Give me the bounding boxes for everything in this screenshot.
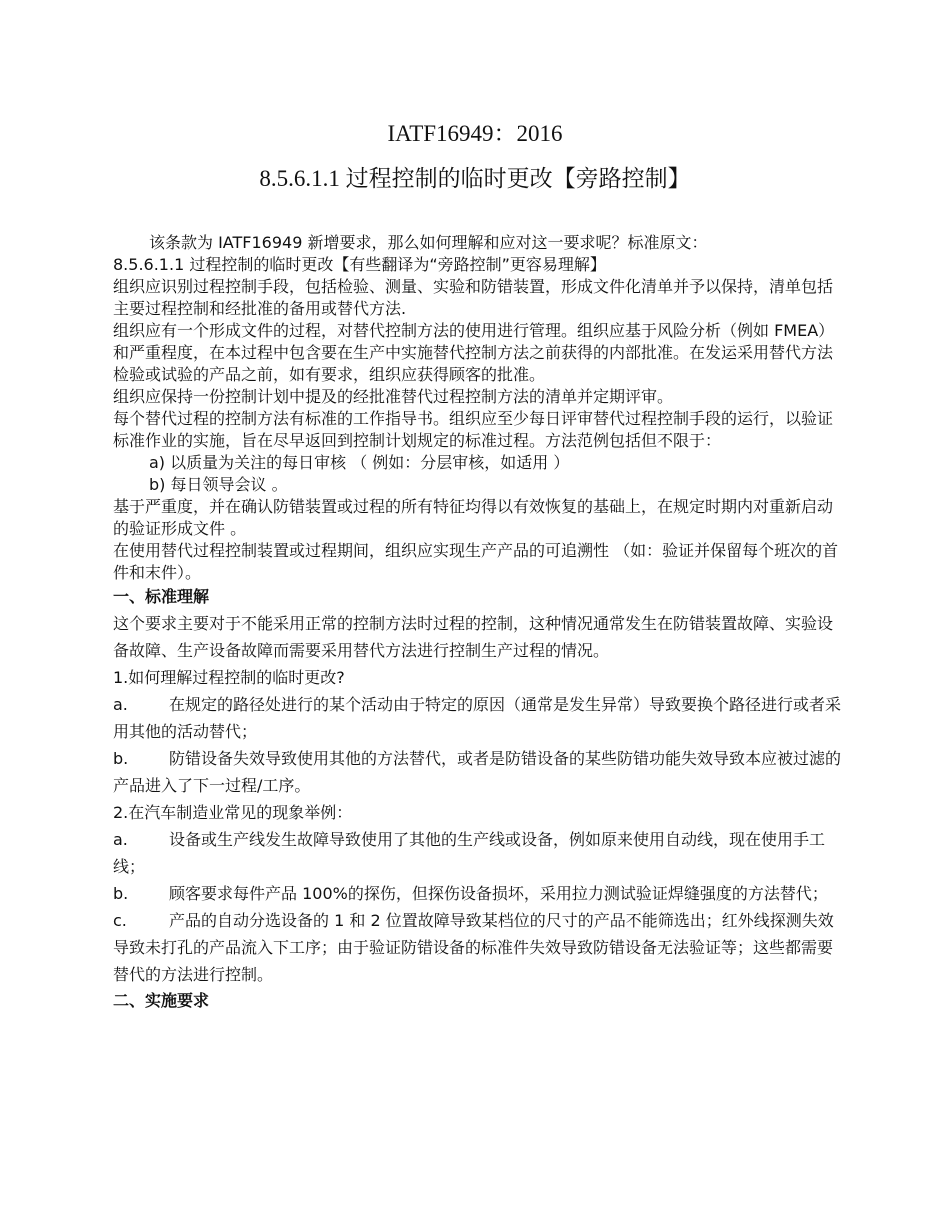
question-2-item-c xyxy=(113,907,841,988)
question-2: 2.在汽车制造业常见的现象举例： xyxy=(113,803,353,822)
section-2-heading: 二、实施要求 xyxy=(113,991,210,1010)
item-text: 产品的自动分选设备的 1 和 2 位置故障导致某档位的尺寸的产品不能筛选出；红外线探测失效导致未打孔的产品流入下工序；由于验证防错设备的标准件失效导致防错设备无法验证等；这些都需要替代的方法进行控制。 xyxy=(113,911,834,984)
item-text: 设备或生产线发生故障导致使用了其他的生产线或设备，例如原来使用自动线，现在使用手工线； xyxy=(113,830,826,876)
clause-paragraph-2: 组织应有一个形成文件的过程，对替代控制方法的使用进行管理。组织应基于风险分析（例如 FMEA）和严重程度，在本过程中包含要在生产中实施替代控制方法之前获得的内部批准。在发运采用替代方法检验或试验的产品之前，如有要求，组织应获得顾客的批准。 xyxy=(113,321,835,384)
document-title: IATF16949：2016 xyxy=(387,121,563,146)
document-body xyxy=(113,232,841,1014)
clause-item-a: a) 以质量为关注的每日审核 （ 例如：分层审核，如适用 ） xyxy=(149,453,570,472)
question-1-item-b xyxy=(113,745,841,799)
document-subtitle: 8.5.6.1.1 过程控制的临时更改【旁路控制】 xyxy=(259,166,691,191)
item-text: 在规定的路径处进行的某个活动由于特定的原因（通常是发生异常）导致要换个路径进行或者采用其他的活动替代； xyxy=(113,695,842,741)
item-marker: a. xyxy=(113,695,128,714)
section-1-paragraph: 这个要求主要对于不能采用正常的控制方法时过程的控制，这种情况通常发生在防错装置故障、实验设备故障、生产设备故障而需要采用替代方法进行控制生产过程的情况。 xyxy=(113,614,834,660)
question-2-item-a xyxy=(113,826,841,880)
item-marker: b. xyxy=(113,749,129,768)
question-1-item-a xyxy=(113,691,841,745)
clause-paragraph-4: 每个替代过程的控制方法有标准的工作指导书。组织应至少每日评审替代过程控制手段的运行，以验证标准作业的实施，旨在尽早返回到控制计划规定的标准过程。方法范例包括但不限于： xyxy=(113,409,834,450)
item-marker: b. xyxy=(113,884,129,903)
item-text: 顾客要求每件产品 100%的探伤，但探伤设备损坏，采用拉力测试验证焊缝强度的方法替代； xyxy=(169,884,828,903)
question-1: 1.如何理解过程控制的临时更改? xyxy=(113,668,345,687)
clause-title: 8.5.6.1.1 过程控制的临时更改【有些翻译为“旁路控制”更容易理解】 xyxy=(113,255,606,274)
question-2-item-b xyxy=(113,880,841,907)
section-1-heading: 一、标准理解 xyxy=(113,587,210,606)
clause-paragraph-3: 组织应保持一份控制计划中提及的经批准替代过程控制方法的清单并定期评审。 xyxy=(113,387,674,406)
clause-item-b: b) 每日领导会议 。 xyxy=(149,475,288,494)
item-marker: a. xyxy=(113,830,128,849)
intro-lead: 该条款为 IATF16949 新增要求，那么如何理解和应对这一要求呢？标准原文： xyxy=(149,233,708,252)
item-text: 防错设备失效导致使用其他的方法替代，或者是防错设备的某些防错功能失效导致本应被过滤的产品进入了下一过程/工序。 xyxy=(113,749,842,795)
item-marker: c. xyxy=(113,911,127,930)
clause-paragraph-6: 在使用替代过程控制装置或过程期间，组织应实现生产产品的可追溯性 （如：验证并保留每个班次的首件和末件）。 xyxy=(113,541,839,582)
clause-paragraph-5: 基于严重度，并在确认防错装置或过程的所有特征均得以有效恢复的基础上，在规定时期内对重新启动的验证形成文件 。 xyxy=(113,497,834,538)
clause-paragraph-1: 组织应识别过程控制手段，包括检验、测量、实验和防错装置，形成文件化清单并予以保持，清单包括主要过程控制和经批准的备用或替代方法. xyxy=(113,277,834,318)
